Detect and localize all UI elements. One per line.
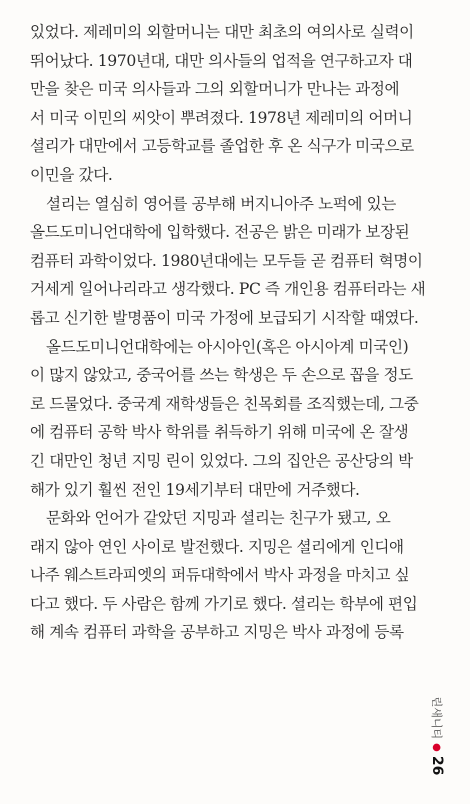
page-number: 26 — [429, 755, 445, 776]
running-title: 린새니티 — [430, 696, 443, 740]
text-line: 만을 찾은 미국 의사들과 그의 외할머니가 만나는 과정에 — [30, 80, 400, 99]
page-footer — [426, 696, 448, 776]
text-line: 래지 않아 연인 사이로 발전했다. 지밍은 셜리에게 인디애 — [30, 537, 404, 556]
text-line: 에 컴퓨터 공학 박사 학위를 취득하기 위해 미국에 온 잘생 — [30, 423, 409, 442]
text-line: 있었다. 제레미의 외할머니는 대만 최초의 여의사로 실력이 — [30, 23, 414, 41]
text-line: 롭고 신기한 발명품이 미국 가정에 보급되기 시작할 때였다. — [30, 308, 419, 327]
text-line: 뛰어났다. 1970년대, 대만 의사들의 업적을 연구하고자 대 — [30, 51, 413, 70]
text-line: 컴퓨터 과학이었다. 1980년대에는 모두들 곧 컴퓨터 혁명이 — [30, 251, 423, 270]
text-line: 다고 했다. 두 사람은 함께 가기로 했다. 셜리는 학부에 편입 — [30, 594, 418, 613]
paragraph-start-line: 올드도미니언대학에는 아시아인(혹은 아시아계 미국인) — [46, 337, 409, 356]
text-line: 나주 웨스트라피엣의 퍼듀대학에서 박사 과정을 마치고 싶 — [30, 566, 410, 585]
text-line: 셜리가 대만에서 고등학교를 졸업한 후 온 식구가 미국으로 — [30, 137, 414, 156]
body-text — [30, 18, 446, 647]
text-line: 서 미국 이민의 씨앗이 뿌려졌다. 1978년 제레미의 어머니 — [30, 108, 413, 127]
text-line: 해가 있기 훨씬 전인 19세기부터 대만에 거주했다. — [30, 480, 360, 499]
text-line: 올드도미니언대학에 입학했다. 전공은 밝은 미래가 보장된 — [30, 223, 410, 242]
paragraph-start-line: 셜리는 열심히 영어를 공부해 버지니아주 노퍽에 있는 — [46, 194, 396, 213]
text-line: 로 드물었다. 중국계 재학생들은 친목회를 조직했는데, 그중 — [30, 394, 419, 413]
text-line: 거세게 일어나리라고 생각했다. PC 즉 개인용 컴퓨터라는 새 — [30, 280, 426, 299]
text-line: 이민을 갔다. — [30, 165, 113, 184]
text-line: 이 많지 않았고, 중국어를 쓰는 학생은 두 손으로 꼽을 정도 — [30, 366, 413, 385]
text-line: 해 계속 컴퓨터 과학을 공부하고 지밍은 박사 과정에 등록 — [30, 623, 404, 642]
bullet-dot-icon: ● — [431, 743, 443, 752]
paragraph-start-line: 문화와 언어가 같았던 지밍과 셜리는 친구가 됐고, 오 — [46, 509, 391, 528]
text-line: 긴 대만인 청년 지밍 린이 있었다. 그의 집안은 공산당의 박 — [30, 451, 413, 470]
